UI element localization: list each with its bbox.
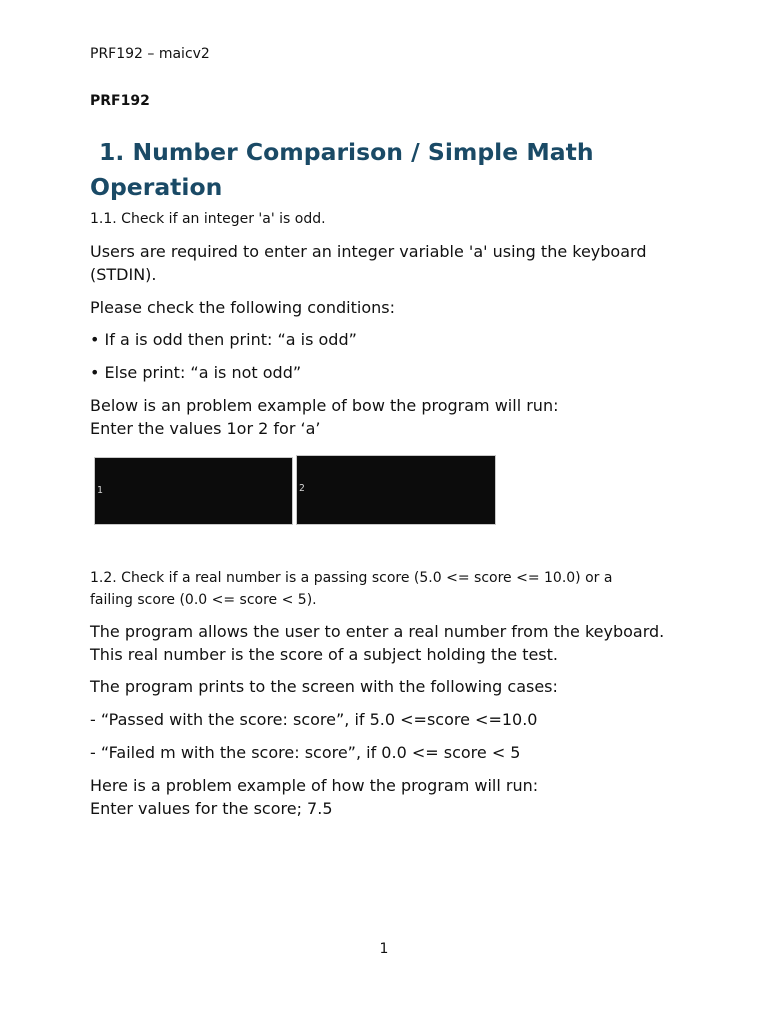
section-title-line1: Number Comparison / Simple Math: [132, 138, 594, 166]
section-heading: [90, 135, 690, 205]
section-title-line2: Operation: [90, 173, 223, 201]
console-line: [97, 523, 290, 525]
subsection-1-heading: 1.1. Check if an integer 'a' is odd.: [90, 211, 326, 227]
subsection-2-intro: [90, 620, 700, 666]
intro-line1: Users are required to enter an integer variable 'a' using the keyboard: [90, 242, 647, 261]
condition-bullet-odd: • If a is odd then print: “a is odd”: [90, 330, 357, 349]
running-header: PRF192 – maicv2: [90, 46, 210, 62]
console-line: [299, 521, 493, 525]
console-line: 2: [299, 483, 305, 495]
example2-line1: Here is a problem example of how the program will run:: [90, 776, 539, 795]
subsection-2-heading-line1: 1.2. Check if a real number is a passing score (5.0 <= score <= 10.0) or a: [90, 570, 613, 586]
sub2-intro-line1: The program allows the user to enter a real number from the keyboard.: [90, 622, 665, 641]
console-screenshot-odd: [94, 457, 293, 525]
example-intro-1: [90, 394, 700, 440]
example-line2: Enter the values 1or 2 for ‘a’: [90, 419, 321, 438]
sub2-intro-line2: This real number is the score of a subject holding the test.: [90, 645, 558, 664]
subsection-1-intro: [90, 240, 700, 286]
example-intro-2: [90, 774, 700, 820]
course-code: PRF192: [90, 93, 150, 109]
subsection-2-heading: [90, 568, 690, 611]
console-line: 1: [97, 485, 103, 497]
subsection-2-heading-line2: failing score (0.0 <= score < 5).: [90, 591, 317, 608]
case-passed: - “Passed with the score: score”, if 5.0 <=score <=10.0: [90, 710, 538, 729]
condition-bullet-else: • Else print: “a is not odd”: [90, 363, 302, 382]
case-failed: - “Failed m with the score: score”, if 0.0 <= score < 5: [90, 743, 521, 762]
conditions-intro: Please check the following conditions:: [90, 298, 395, 317]
page-number: 1: [379, 941, 389, 957]
example2-line2: Enter values for the score; 7.5: [90, 799, 333, 818]
section-number: 1.: [99, 138, 125, 166]
intro-line2: (STDIN).: [90, 265, 157, 284]
example-line1: Below is an problem example of bow the program will run:: [90, 396, 559, 415]
console-screenshot-not-odd: [296, 455, 496, 525]
cases-intro: The program prints to the screen with the following cases:: [90, 677, 558, 696]
